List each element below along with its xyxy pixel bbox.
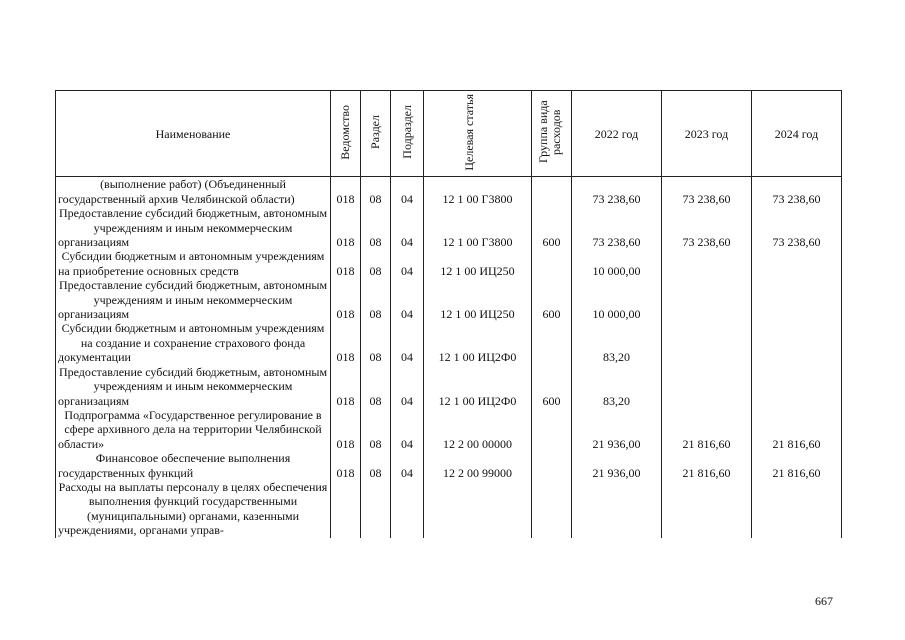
table-row: [56, 365, 842, 408]
cell-2023: 73 238,60: [662, 177, 752, 206]
cell-razdel: 08: [361, 249, 391, 278]
cell-2022: 73 238,60: [572, 177, 662, 206]
page-number: 667: [815, 594, 833, 608]
cell-2023: 21 816,60: [662, 408, 752, 451]
cell-vedomstvo: 018: [331, 365, 361, 408]
cell-podrazdel: 04: [391, 408, 424, 451]
cell-celevaya-statya: 12 2 00 99000: [424, 451, 532, 480]
header-2022: 2022 год: [572, 91, 662, 177]
cell-2024: [752, 278, 842, 321]
cell-name: Расходы на выплаты персоналу в целях обеспечения выполнения функций государственными (муниципальными) органами, казенными учреждениями, органами управ-: [56, 480, 331, 538]
cell-vedomstvo: 018: [331, 177, 361, 206]
header-name: Наименование: [56, 91, 331, 177]
cell-podrazdel: 04: [391, 321, 424, 364]
header-podrazdel: Подраздел: [391, 91, 424, 177]
header-gruppa-vida-rashodov: Группа вида расходов: [532, 91, 572, 177]
cell-name: Финансовое обеспечение выполнения государственных функций: [56, 451, 331, 480]
header-razdel: Раздел: [361, 91, 391, 177]
cell-podrazdel: 04: [391, 177, 424, 206]
cell-2022: 83,20: [572, 321, 662, 364]
cell-gruppa-vida-rashodov: [532, 321, 572, 364]
cell-gruppa-vida-rashodov: 600: [532, 206, 572, 249]
cell-2023: 73 238,60: [662, 206, 752, 249]
cell-2023: [662, 321, 752, 364]
cell-razdel: 08: [361, 451, 391, 480]
cell-2024: [752, 249, 842, 278]
cell-razdel: 08: [361, 321, 391, 364]
cell-razdel: 08: [361, 177, 391, 206]
cell-name: (выполнение работ) (Объединенный государственный архив Челябинской области): [56, 177, 331, 206]
cell-2024: [752, 365, 842, 408]
cell-celevaya-statya: [424, 480, 532, 538]
cell-gruppa-vida-rashodov: 600: [532, 365, 572, 408]
cell-name: Субсидии бюджетным и автономным учреждениям на создание и сохранение страхового фонда документации: [56, 321, 331, 364]
cell-razdel: 08: [361, 365, 391, 408]
header-celevaya-statya: Целевая статья: [424, 91, 532, 177]
cell-podrazdel: [391, 480, 424, 538]
cell-2022: [572, 480, 662, 538]
cell-razdel: 08: [361, 278, 391, 321]
table-row: [56, 177, 842, 206]
cell-2024: 73 238,60: [752, 177, 842, 206]
cell-2022: 83,20: [572, 365, 662, 408]
cell-2023: [662, 365, 752, 408]
cell-vedomstvo: [331, 480, 361, 538]
cell-celevaya-statya: 12 1 00 ИЦ250: [424, 278, 532, 321]
table-header-row: [56, 91, 842, 177]
cell-vedomstvo: 018: [331, 408, 361, 451]
cell-podrazdel: 04: [391, 365, 424, 408]
cell-vedomstvo: 018: [331, 206, 361, 249]
cell-celevaya-statya: 12 1 00 ИЦ2Ф0: [424, 365, 532, 408]
cell-podrazdel: 04: [391, 206, 424, 249]
cell-celevaya-statya: 12 1 00 ИЦ250: [424, 249, 532, 278]
cell-gruppa-vida-rashodov: [532, 451, 572, 480]
cell-razdel: [361, 480, 391, 538]
cell-celevaya-statya: 12 1 00 Г3800: [424, 177, 532, 206]
cell-name: Предоставление субсидий бюджетным, автономным учреждениям и иным некоммерческим организациям: [56, 365, 331, 408]
cell-gruppa-vida-rashodov: [532, 177, 572, 206]
cell-gruppa-vida-rashodov: 600: [532, 278, 572, 321]
cell-2023: [662, 278, 752, 321]
cell-2023: [662, 480, 752, 538]
cell-razdel: 08: [361, 206, 391, 249]
cell-2024: [752, 480, 842, 538]
cell-name: Подпрограмма «Государственное регулирование в сфере архивного дела на территории Челябинской области»: [56, 408, 331, 451]
table-row: [56, 278, 842, 321]
cell-2024: [752, 321, 842, 364]
cell-2024: 73 238,60: [752, 206, 842, 249]
table-row: [56, 249, 842, 278]
budget-table: [55, 90, 842, 538]
table-row: [56, 206, 842, 249]
cell-name: Предоставление субсидий бюджетным, автономным учреждениям и иным некоммерческим организациям: [56, 278, 331, 321]
cell-gruppa-vida-rashodov: [532, 408, 572, 451]
header-2024: 2024 год: [752, 91, 842, 177]
cell-2022: 21 936,00: [572, 451, 662, 480]
table-row: [56, 480, 842, 538]
cell-vedomstvo: 018: [331, 451, 361, 480]
cell-2023: 21 816,60: [662, 451, 752, 480]
cell-2022: 73 238,60: [572, 206, 662, 249]
cell-razdel: 08: [361, 408, 391, 451]
header-vedomstvo: Ведомство: [331, 91, 361, 177]
cell-gruppa-vida-rashodov: [532, 480, 572, 538]
cell-2024: 21 816,60: [752, 408, 842, 451]
header-2023: 2023 год: [662, 91, 752, 177]
cell-gruppa-vida-rashodov: [532, 249, 572, 278]
cell-2023: [662, 249, 752, 278]
cell-name: Предоставление субсидий бюджетным, автономным учреждениям и иным некоммерческим организациям: [56, 206, 331, 249]
cell-podrazdel: 04: [391, 451, 424, 480]
table-row: [56, 408, 842, 451]
cell-vedomstvo: 018: [331, 321, 361, 364]
cell-2022: 10 000,00: [572, 278, 662, 321]
cell-celevaya-statya: 12 2 00 00000: [424, 408, 532, 451]
table-row: [56, 451, 842, 480]
cell-name: Субсидии бюджетным и автономным учреждениям на приобретение основных средств: [56, 249, 331, 278]
cell-2022: 21 936,00: [572, 408, 662, 451]
cell-vedomstvo: 018: [331, 278, 361, 321]
cell-2024: 21 816,60: [752, 451, 842, 480]
cell-podrazdel: 04: [391, 249, 424, 278]
cell-2022: 10 000,00: [572, 249, 662, 278]
cell-vedomstvo: 018: [331, 249, 361, 278]
cell-celevaya-statya: 12 1 00 ИЦ2Ф0: [424, 321, 532, 364]
cell-podrazdel: 04: [391, 278, 424, 321]
cell-celevaya-statya: 12 1 00 Г3800: [424, 206, 532, 249]
table-row: [56, 321, 842, 364]
